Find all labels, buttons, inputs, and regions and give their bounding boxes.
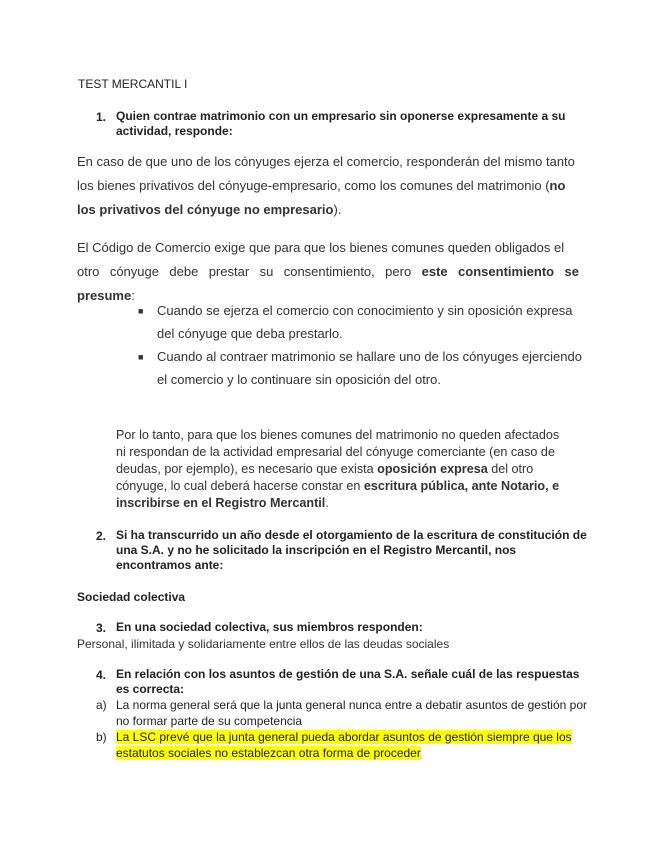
paragraph-line: En caso de que uno de los cónyuges ejerza el comercio, responderán del mismo tanto bbox=[77, 154, 575, 169]
question-1-line: Quien contrae matrimonio con un empresario sin oponerse expresamente a su bbox=[116, 109, 566, 123]
question-3: En una sociedad colectiva, sus miembros responden: bbox=[116, 620, 423, 634]
question-2-line: Si ha transcurrido un año desde el otorgamiento de la escritura de constitución de bbox=[116, 528, 587, 542]
paragraph-line bbox=[77, 174, 579, 198]
text-span: del otro bbox=[487, 462, 534, 476]
option-a-letter: a) bbox=[96, 698, 107, 712]
question-2 bbox=[116, 528, 587, 573]
bullet-line: el comercio y lo continuare sin oposición del otro. bbox=[157, 372, 441, 387]
answer-1-paragraph-3 bbox=[116, 427, 559, 512]
highlighted-text: La LSC prevé que la junta general pueda abordar asuntos de gestión siempre que los bbox=[116, 730, 572, 744]
bold-text: escritura pública, ante Notario, e bbox=[363, 479, 560, 493]
question-1 bbox=[116, 109, 565, 139]
bullet-line: Cuando se ejerza el comercio con conocimiento y sin oposición expresa bbox=[157, 303, 573, 318]
paragraph-line bbox=[77, 198, 579, 222]
text-span: deudas, por ejemplo), es necesario que exista bbox=[116, 462, 378, 476]
answer-3: Personal, ilimitada y solidariamente entre ellos de las deudas sociales bbox=[77, 637, 450, 651]
text-span: : bbox=[131, 288, 135, 303]
option-line bbox=[116, 729, 572, 745]
question-4-line: En relación con los asuntos de gestión de una S.A. señale cuál de las respuestas bbox=[116, 667, 580, 681]
bold-text: inscribirse en el Registro Mercantil bbox=[116, 496, 326, 510]
question-4 bbox=[116, 667, 579, 697]
text-span: ). bbox=[333, 202, 342, 217]
bullet-item bbox=[138, 299, 582, 345]
paragraph-line bbox=[116, 478, 559, 495]
paragraph-line bbox=[116, 495, 559, 512]
answer-1-paragraph-2 bbox=[77, 236, 579, 308]
paragraph-line: Por lo tanto, para que los bienes comunes del matrimonio no queden afectados bbox=[116, 428, 560, 442]
text-span: cónyuge, lo cual deberá hacerse constar en bbox=[116, 479, 364, 493]
paragraph-line: ni respondan de la actividad empresarial del cónyuge comerciante (en caso de bbox=[116, 445, 555, 459]
highlighted-text: estatutos sociales no establezcan otra forma de proceder bbox=[116, 746, 421, 760]
bold-text: este consentimiento se presume bbox=[77, 264, 579, 303]
text-span: . bbox=[325, 496, 329, 510]
question-2-number: 2. bbox=[96, 529, 107, 543]
paragraph-line bbox=[116, 461, 559, 478]
bold-text: oposición expresa bbox=[377, 462, 488, 476]
bullet-line: Cuando al contraer matrimonio se hallare uno de los cónyuges ejerciendo bbox=[157, 349, 582, 364]
bold-text: no bbox=[549, 178, 566, 193]
option-a bbox=[116, 697, 587, 729]
question-2-line: una S.A. y no he solicitado la inscripción en el Registro Mercantil, nos bbox=[116, 543, 517, 557]
question-4-number: 4. bbox=[96, 668, 107, 682]
question-4-line: es correcta: bbox=[116, 682, 185, 696]
bullet-text bbox=[157, 345, 582, 391]
paragraph-line: El Código de Comercio exige que para que los bienes comunes queden obligados el bbox=[77, 240, 565, 255]
option-line bbox=[116, 745, 572, 761]
answer-2: Sociedad colectiva bbox=[77, 590, 186, 604]
question-1-line: actividad, responde: bbox=[116, 124, 233, 138]
option-b bbox=[116, 729, 572, 761]
option-b-letter: b) bbox=[96, 730, 107, 744]
text-span: otro cónyuge debe prestar su consentimiento, pero bbox=[77, 264, 422, 279]
question-3-number: 3. bbox=[96, 621, 107, 635]
bullet-line: del cónyuge que deba prestarlo. bbox=[157, 326, 343, 341]
document-title: TEST MERCANTIL I bbox=[78, 77, 188, 91]
answer-1-paragraph-1 bbox=[77, 150, 579, 222]
question-2-line: encontramos ante: bbox=[116, 558, 224, 572]
question-1-number: 1. bbox=[96, 110, 107, 124]
bullet-list bbox=[138, 299, 582, 391]
bullet-text bbox=[157, 299, 573, 345]
bullet-square-icon: ■ bbox=[138, 306, 144, 316]
bullet-item bbox=[138, 345, 582, 391]
bold-text: los privativos del cónyuge no empresario bbox=[77, 202, 334, 217]
option-line: La norma general será que la junta general nunca entre a debatir asuntos de gestión por bbox=[116, 698, 587, 712]
text-span: los bienes privativos del cónyuge-empresario, como los comunes del matrimonio ( bbox=[77, 178, 550, 193]
option-line: no formar parte de su competencia bbox=[116, 714, 303, 728]
bullet-square-icon: ■ bbox=[138, 352, 144, 362]
